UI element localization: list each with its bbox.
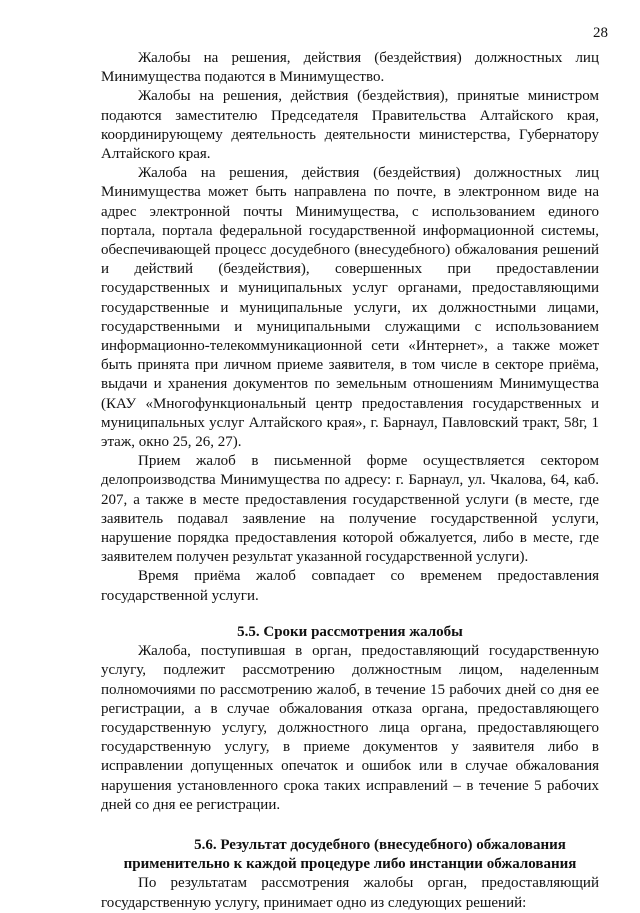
section-heading-5-6-line1: 5.6. Результат досудебного (внесудебного) обжалования: [194, 836, 566, 853]
page-number: 28: [593, 25, 608, 41]
paragraph-complaints-against-minister: Жалобы на решения, действия (бездействия), принятые министром подаются заместителю Председателя Правительства Алтайского края, координирующему деятельность деятельности министерства, Губернатору Алтайского края.: [101, 88, 599, 163]
paragraph-reception-hours: Время приёма жалоб совпадает со временем предоставления государственной услуги.: [101, 568, 599, 604]
paragraph-written-complaints: Прием жалоб в письменной форме осуществляется сектором делопроизводства Минимущества по адресу: г. Барнаул, ул. Чкалова, 64, каб. 207, а также в месте предоставления государственной услуги (в месте, где заявитель подавал заявление на получение государственной услуги, нарушение порядка предоставления которой обжалуется, либо в месте, где заявителем получен результат указанной государственной услуги).: [101, 453, 599, 566]
paragraph-complaint-channels: Жалоба на решения, действия (бездействия) должностных лиц Минимущества может быть направлена по почте, в электронном виде на адрес электронной почты Минимущества, с использованием единого портала, портала федеральной государственной информационной системы, обеспечивающей процесс досудебного (внесудебного) обжалования решений и действий (бездействия), совершенных при предоставлении государственных и муниципальных услуг органами, предоставляющими государственные и муниципальные услуги, их должностными лицами, государственными и муниципальными служащими с использованием информационно-телекоммуникационной сети «Интернет», а также может быть принята при личном приеме заявителя, в том числе в секторе приёма, выдачи и хранения документов по земельным отношениям Минимущества (КАУ «Многофункциональный центр предоставления государственных и муниципальных услуг Алтайского края», г. Барнаул, Павловский тракт, 58г, 1 этаж, окно 25, 26, 27).: [101, 165, 599, 451]
paragraph-review-terms: Жалоба, поступившая в орган, предоставляющий государственную услугу, подлежит рассмотрению должностным лицом, наделенным полномочиями по рассмотрению жалоб, в течение 15 рабочих дней со дня ее регистрации, а в случае обжалования отказа органа, предоставляющего государственную услугу, должностного лица органа, предоставляющего государственную услугу, в приеме документов у заявителя либо в исправлении допущенных опечаток и ошибок или в случае обжалования нарушения установленного срока таких исправлений – в течение 5 рабочих дней со дня ее регистрации.: [101, 643, 599, 813]
document-body: [101, 49, 599, 913]
section-heading-5-6-line2: применительно к каждой процедуре либо инстанции обжалования: [123, 856, 577, 873]
paragraph-complaints-to-ministry: Жалобы на решения, действия (бездействия) должностных лиц Минимущества подаются в Минимущество.: [101, 50, 599, 86]
section-heading-5-5: 5.5. Сроки рассмотрения жалобы: [237, 623, 463, 640]
paragraph-review-results: По результатам рассмотрения жалобы орган, предоставляющий государственную услугу, принимает одно из следующих решений:: [101, 875, 599, 911]
